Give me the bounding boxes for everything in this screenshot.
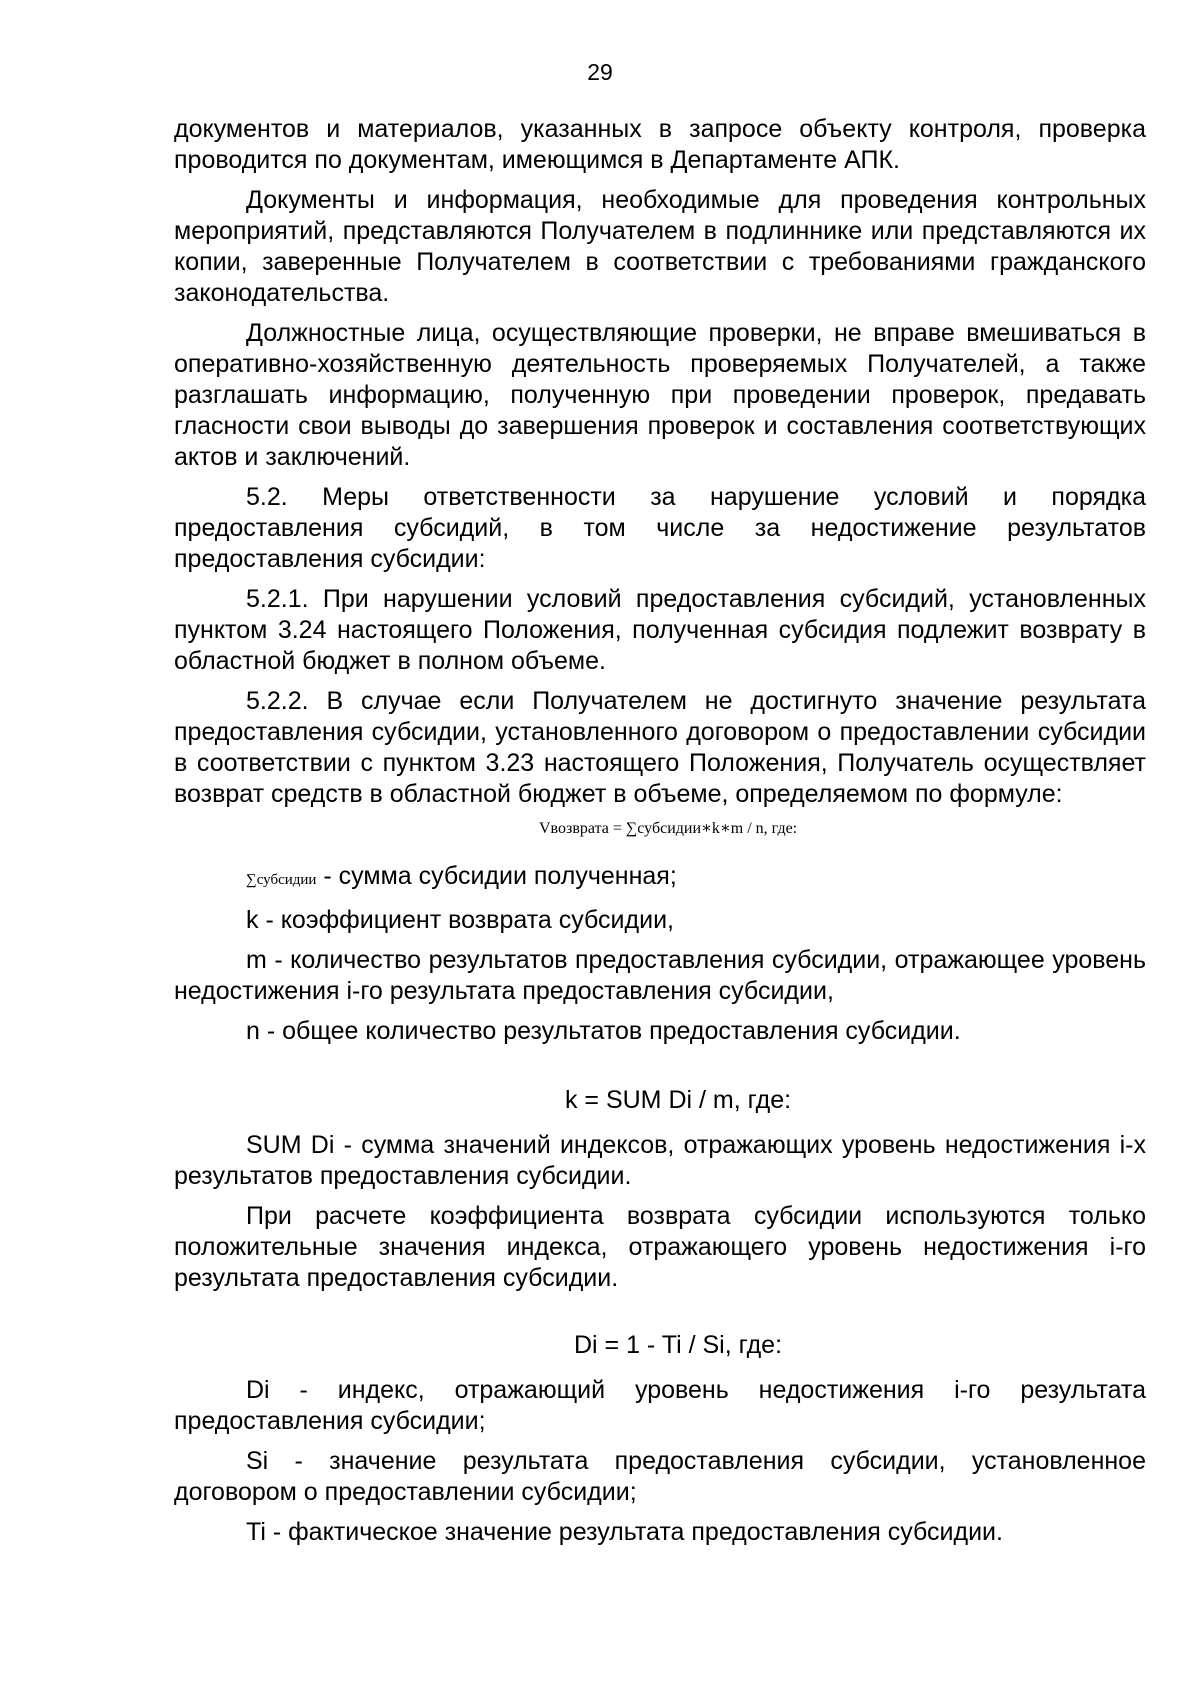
page-number: 29 [587,59,613,85]
formula-refund: Vвозврата = ∑субсидии∗k∗m / n, где: [539,820,798,837]
paragraph: 5.2.1. При нарушении условий предоставления субсидий, установленных пунктом 3.24 настоящего Положения, полученная субсидия подлежит возврату в областной бюджет в полном объеме. [174,585,1146,675]
definition-k: k - коэффициент возврата субсидии, [246,906,674,934]
document-body [174,114,1146,1557]
paragraph: документов и материалов, указанных в запросе объекту контроля, проверка проводится по документам, имеющимся в Департаменте АПК. [174,115,1146,174]
definition-ti: Ti - фактическое значение результата предоставления субсидии. [246,1518,1003,1546]
sum-symbol: ∑субсидии [246,872,317,888]
sum-definition-text: - сумма субсидии полученная; [316,862,677,890]
formula-di: Di = 1 - Ti / Si, где: [573,1331,783,1359]
definition-sum [174,861,1146,896]
definition-n: n - общее количество результатов предоставления субсидии. [246,1017,961,1045]
paragraph: Документы и информация, необходимые для проведения контрольных мероприятий, представляются Получателем в подлиннике или представляются их копии, заверенные Получателем в соответствии с требованиями гражданского законодательства. [174,186,1146,307]
paragraph: 5.2.2. В случае если Получателем не достигнуто значение результата предоставления субсидии, установленного договором о предоставлении субсидии в соответствии с пунктом 3.23 настоящего Положения, Получатель осуществляет возврат средств в областной бюджет в объеме, определяемом по формуле: [174,687,1146,808]
paragraph: Должностные лица, осуществляющие проверки, не вправе вмешиваться в оперативно-хозяйственную деятельность проверяемых Получателей, а также разглашать информацию, полученную при проведении проверок, предавать гласности свои выводы до завершения проверок и составления соответствующих актов и заключений. [174,319,1146,471]
definition-sum-di: SUM Di - сумма значений индексов, отражающих уровень недостижения i-х результатов предоставления субсидии. [174,1131,1146,1190]
paragraph: 5.2. Меры ответственности за нарушение условий и порядка предоставления субсидий, в том числе за недостижение результатов предоставления субсидии: [174,483,1146,573]
definition-m: m - количество результатов предоставления субсидии, отражающее уровень недостижения i-го результата предоставления субсидии, [174,946,1146,1005]
definition-si: Si - значение результата предоставления субсидии, установленное договором о предоставлении субсидии; [174,1447,1146,1506]
formula-k: k = SUM Di / m, где: [564,1086,792,1114]
paragraph: При расчете коэффициента возврата субсидии используются только положительные значения индекса, отражающего уровень недостижения i-го результата предоставления субсидии. [174,1202,1146,1292]
definition-di: Di - индекс, отражающий уровень недостижения i-го результата предоставления субсидии; [174,1376,1146,1435]
